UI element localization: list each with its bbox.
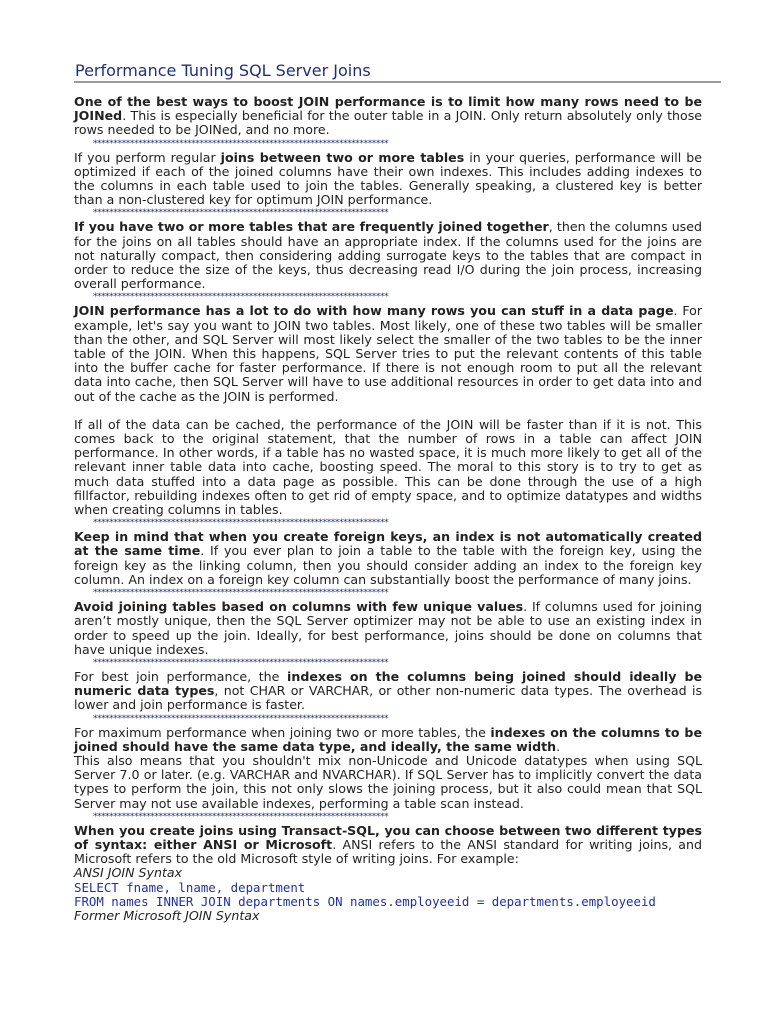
paragraph-unique-values: [74, 600, 702, 657]
paragraph-indexes: [74, 151, 702, 208]
body-text: .: [556, 738, 561, 754]
body-text: If you perform regular: [74, 149, 221, 165]
bold-text: If you have two or more tables that are frequently joined together: [74, 219, 549, 235]
bold-text: indexes on the columns to be joined should have the same data type, and ideally, the same width: [74, 724, 702, 754]
body-text: . ANSI refers to the ANSI standard for writing joins, and Microsoft refers to the old Microsoft style of writing joins. For example:: [74, 836, 702, 867]
title-underline: [74, 81, 721, 83]
microsoft-syntax-label: Former Microsoft JOIN Syntax: [74, 907, 260, 923]
bold-text: When you create joins using Transact-SQL, you can choose between two different types of syntax: either ANSI or Microsoft: [74, 822, 702, 852]
separator: ************************************************************************: [93, 588, 389, 599]
body-text: For best join performance, the: [74, 668, 288, 684]
bold-text: One of the best ways to boost JOIN performance is to limit how many rows need to be JOINed: [74, 94, 702, 124]
separator: ************************************************************************: [93, 138, 389, 149]
body-text: . If columns used for joining aren’t mostly unique, then the SQL Server optimizer may not be able to use an existing index in order to speed up the join. Ideally, for best performance, joins should be done on columns that have unique indexes.: [74, 599, 702, 657]
bold-text: Avoid joining tables based on columns with few unique values: [74, 599, 524, 615]
body-text: . For example, let's say you want to JOIN two tables. Most likely, one of these two tables will be smaller than the other, and SQL Server will most likely select the smaller of the two tables to be the inner table of the JOIN. When this happens, SQL Server tries to put the relevant contents of this table into the buffer cache for faster performance. If there is not enough room to put all the relevant data into cache, then SQL Server will have to use additional resources in order to get data into and out of the cache as the JOIN is performed.: [74, 303, 702, 404]
separator: ************************************************************************: [93, 657, 389, 668]
separator: ************************************************************************: [93, 208, 389, 219]
body-text: For maximum performance when joining two or more tables, the: [74, 724, 491, 740]
body-text: , then the columns used for the joins on all tables should have an appropriate index. If the columns used for the joins are not naturally compact, then considering adding surrogate keys to the tables that are compact in order to reduce the size of the keys, thus decreasing read I/O during the join process, increasing overall performance.: [74, 219, 702, 292]
paragraph-foreign-keys: [74, 530, 702, 587]
separator: ************************************************************************: [93, 518, 389, 529]
code-line-select: SELECT fname, lname, department: [74, 879, 306, 895]
paragraph-limit-rows: [74, 95, 702, 138]
body-text: . This is especially beneficial for the outer table in a JOIN. Only return absolutely only those rows needed to be JOINed, and no more.: [74, 108, 702, 138]
paragraph-gap: [74, 404, 702, 418]
paragraph-join-syntax: [74, 824, 702, 867]
paragraph-unicode: [74, 754, 702, 811]
body-text: , not CHAR or VARCHAR, or other non-numeric data types. The overhead is lower and join performance is faster.: [74, 683, 703, 713]
ansi-syntax-label: ANSI JOIN Syntax: [74, 865, 183, 881]
paragraph-cached-data: [74, 418, 702, 517]
paragraph-frequent-joins: [74, 220, 702, 291]
body-text: This also means that you shouldn't mix non-Unicode and Unicode datatypes when using SQL Server 7.0 or later. (e.g. VARCHAR and NVARCHAR). If SQL Server has to implicitly convert the data types to perform the join, this not only slows the joining process, but it also could mean that SQL Server may not use available indexes, performing a table scan instead.: [74, 752, 702, 811]
separator: ************************************************************************: [93, 292, 389, 303]
paragraph-data-page: [74, 304, 702, 403]
page-title: Performance Tuning SQL Server Joins: [75, 61, 371, 80]
paragraph-same-data-type: [74, 726, 702, 754]
body-text: in your queries, performance will be optimized if each of the joined columns have their own indexes. This includes adding indexes to the columns in each table used to join the tables. Generally speaking, a clustered key is better than a non-clustered key for optimum JOIN performance.: [74, 149, 702, 208]
bold-text: joins between two or more tables: [220, 149, 465, 165]
bold-text: indexes on the columns being joined should ideally be numeric data types: [74, 668, 703, 699]
body-text: . If you ever plan to join a table to the table with the foreign key, using the foreign key as the linking column, then you should consider adding an index to the foreign key column. An index on a foreign key column can substantially boost the performance of many joins.: [74, 543, 702, 587]
separator: ************************************************************************: [93, 713, 389, 724]
separator: ************************************************************************: [93, 811, 389, 822]
bold-text: Keep in mind that when you create foreign keys, an index is not automatically created at the same time: [74, 529, 702, 559]
code-line-from: FROM names INNER JOIN departments ON names.employeeid = departments.employeeid: [74, 893, 656, 909]
body-text: If all of the data can be cached, the performance of the JOIN will be faster than if it is not. This comes back to the original statement, that the number of rows in a table can affect JOIN performance. In other words, if a table has no wasted space, it is much more likely to get all of the relevant inner table data into cache, boosting speed. The moral to this story is to try to get as much data stuffed into a data page as possible. This can be done through the use of a high fillfactor, rebuilding indexes often to get rid of empty space, and to optimize datatypes and widths when creating columns in tables.: [74, 416, 702, 518]
document-body: [74, 95, 702, 923]
bold-text: JOIN performance has a lot to do with how many rows you can stuff in a data page: [74, 303, 674, 319]
paragraph-numeric-types: [74, 670, 702, 713]
